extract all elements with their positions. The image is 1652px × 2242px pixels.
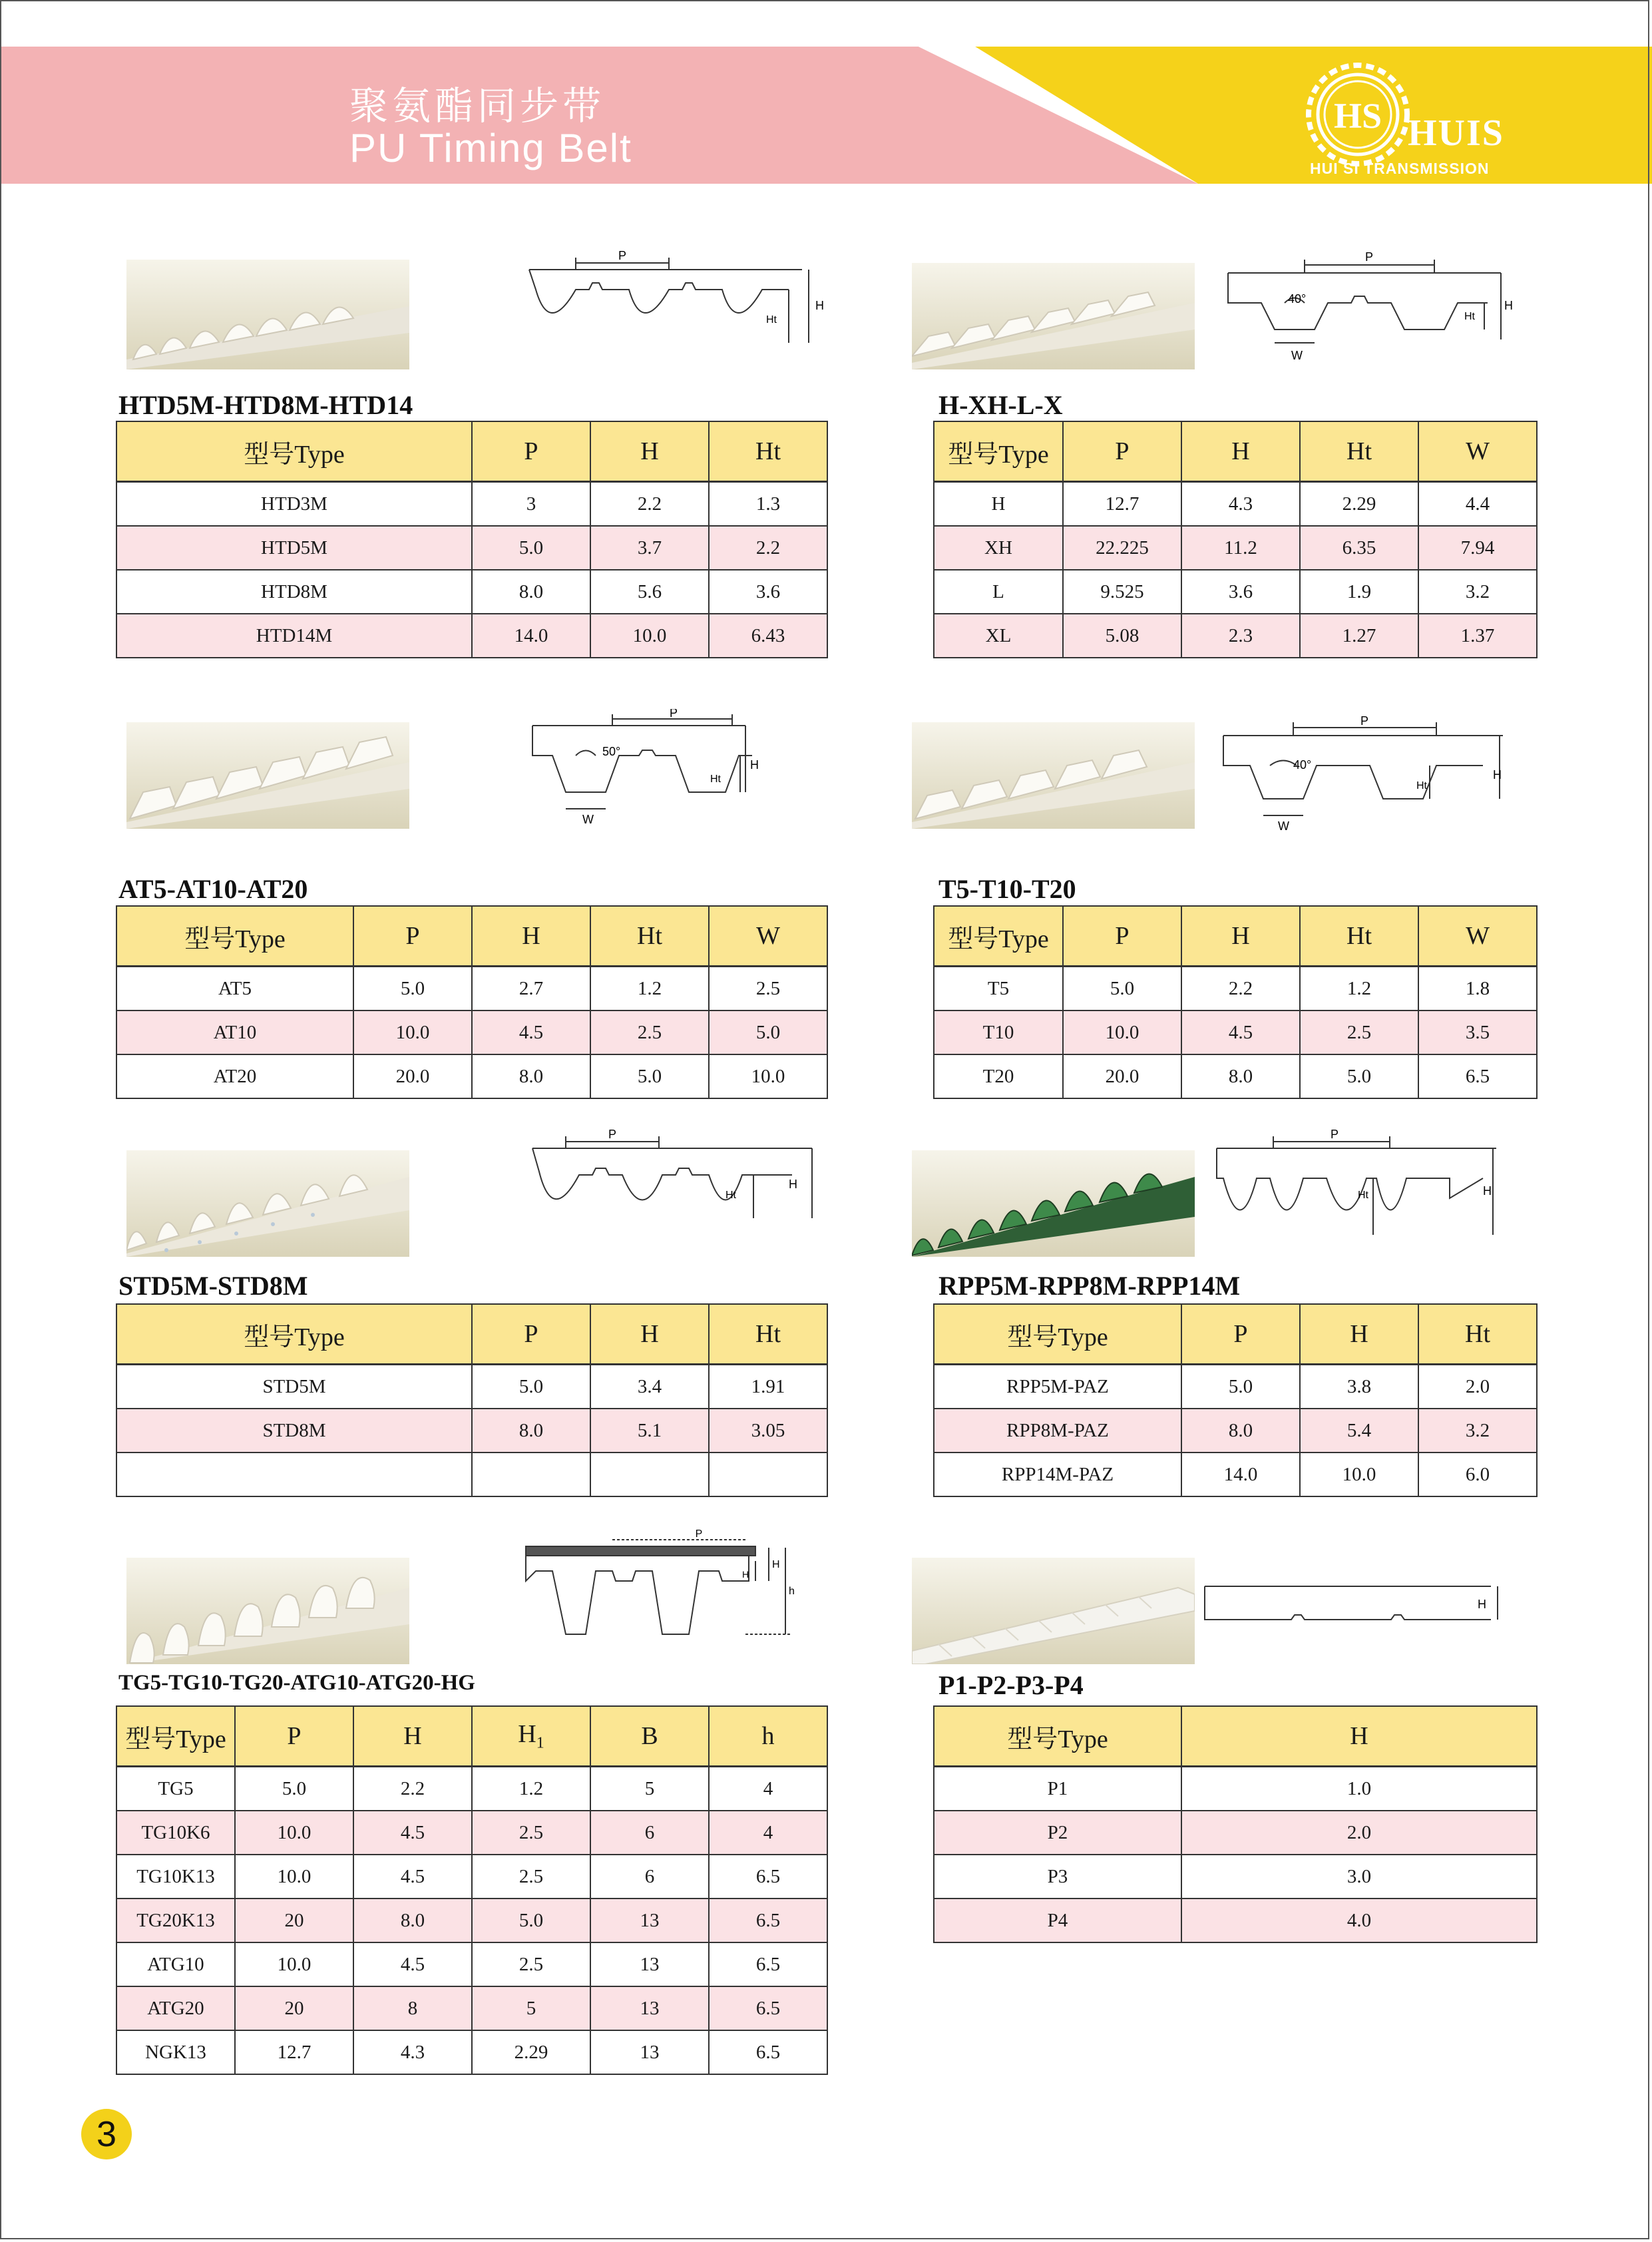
hxl-diagram-angle-label: 40° [1288, 292, 1307, 306]
table-cell: ATG20 [116, 1986, 235, 2030]
p-spec-table [933, 1705, 1538, 1943]
table-cell: 8.0 [353, 1899, 472, 1942]
table-row [934, 1811, 1537, 1855]
table-cell: 14.0 [1181, 1453, 1300, 1496]
tg-spec-table [116, 1705, 828, 2075]
table-cell: 6.43 [709, 614, 827, 658]
table-cell: 2.5 [1300, 1010, 1418, 1054]
table-row [116, 570, 827, 614]
table-row [116, 1811, 827, 1855]
t-diagram-h-label: H [1493, 768, 1502, 782]
hxl-diagram-p-label: P [1364, 250, 1374, 264]
table-cell: AT20 [116, 1054, 353, 1098]
table-cell: 12.7 [1063, 482, 1181, 527]
col-header-ht: Ht [1300, 421, 1418, 482]
table-cell: 4.3 [353, 2030, 472, 2074]
table-cell: 5 [472, 1986, 590, 2030]
htd-belt-photo [126, 260, 409, 369]
table-cell: STD8M [116, 1409, 472, 1453]
table-cell: 6.0 [1418, 1453, 1537, 1496]
table-cell: 2.0 [1181, 1811, 1537, 1855]
std-spec-table [116, 1303, 828, 1497]
table-cell: 20.0 [353, 1054, 472, 1098]
table-cell: 1.0 [1181, 1767, 1537, 1811]
table-cell: 5.0 [353, 967, 472, 1011]
table-cell: P3 [934, 1855, 1181, 1899]
table-row [116, 1767, 827, 1811]
col-header-type: 型号Type [934, 1706, 1181, 1767]
section-title-p: P1-P2-P3-P4 [938, 1670, 1084, 1700]
col-header-w: W [1418, 421, 1537, 482]
table-cell: 3.7 [590, 526, 709, 570]
table-cell: 3.2 [1418, 1409, 1537, 1453]
at-belt-photo [126, 722, 409, 829]
table-cell: 2.7 [472, 967, 590, 1011]
col-header-ht: Ht [1418, 1304, 1537, 1365]
table-cell: 2.5 [472, 1942, 590, 1986]
table-cell: 2.5 [472, 1811, 590, 1855]
table-cell: 11.2 [1181, 526, 1300, 570]
table-row [116, 526, 827, 570]
col-header-type: 型号Type [116, 906, 353, 967]
t-belt-photo [912, 722, 1195, 829]
table-cell: TG10K6 [116, 1811, 235, 1855]
table-header-row [116, 1304, 827, 1365]
p-belt-photo [912, 1558, 1195, 1664]
table-cell: 3.8 [1300, 1365, 1418, 1409]
col-header-p: P [235, 1706, 353, 1767]
table-cell: 10.0 [709, 1054, 827, 1098]
t-diagram-angle-label: 40° [1293, 758, 1312, 772]
table-cell: TG10K13 [116, 1855, 235, 1899]
table-cell: RPP5M-PAZ [934, 1365, 1181, 1409]
section-title-htd: HTD5M-HTD8M-HTD14 [118, 390, 413, 420]
std-diagram-h-label: H [789, 1178, 797, 1191]
section-title-at: AT5-AT10-AT20 [118, 874, 308, 904]
table-cell: 2.5 [709, 967, 827, 1011]
table-row [116, 1942, 827, 1986]
table-row [116, 1986, 827, 2030]
col-header-type: 型号Type [934, 1304, 1181, 1365]
table-cell: 3.5 [1418, 1010, 1537, 1054]
rpp-profile-diagram [1210, 1125, 1516, 1241]
table-cell: STD5M [116, 1365, 472, 1409]
table-cell: 1.8 [1418, 967, 1537, 1011]
table-header-row [934, 906, 1537, 967]
table-cell: AT5 [116, 967, 353, 1011]
table-cell: NGK13 [116, 2030, 235, 2074]
table-header-row [934, 421, 1537, 482]
table-cell: 5 [590, 1767, 709, 1811]
table-row [116, 1054, 827, 1098]
page-title-english: PU Timing Belt [349, 126, 632, 170]
table-cell: 6.35 [1300, 526, 1418, 570]
table-cell: 13 [590, 2030, 709, 2074]
col-header-ht: Ht [709, 1304, 827, 1365]
table-row [934, 1899, 1537, 1942]
table-row [116, 2030, 827, 2074]
table-cell: H [934, 482, 1063, 527]
col-header-h: H [1300, 1304, 1418, 1365]
table-cell: 1.91 [709, 1365, 827, 1409]
table-row [934, 526, 1537, 570]
table-cell: RPP14M-PAZ [934, 1453, 1181, 1496]
hxl-spec-table [933, 421, 1538, 658]
section-title-rpp: RPP5M-RPP8M-RPP14M [938, 1271, 1241, 1301]
table-header-row [934, 1706, 1537, 1767]
table-cell: 1.2 [472, 1767, 590, 1811]
table-row [116, 614, 827, 658]
table-cell: 6 [590, 1855, 709, 1899]
col-header-ht: Ht [1300, 906, 1418, 967]
col-header-h1: $H_1$ [472, 1706, 590, 1767]
table-cell: 4 [709, 1767, 827, 1811]
table-cell: 10.0 [235, 1811, 353, 1855]
table-cell: P2 [934, 1811, 1181, 1855]
table-cell: 6.5 [709, 2030, 827, 2074]
table-cell: 1.3 [709, 482, 827, 527]
table-cell: 8.0 [472, 570, 590, 614]
hxl-belt-photo [912, 263, 1195, 369]
std-diagram-ht-label: Ht [725, 1190, 736, 1201]
table-cell: HTD5M [116, 526, 472, 570]
table-cell: HTD14M [116, 614, 472, 658]
table-cell: 20 [235, 1986, 353, 2030]
table-cell: 4.5 [1181, 1010, 1300, 1054]
at-diagram-w-label: W [582, 813, 594, 825]
col-header-p: P [1181, 1304, 1300, 1365]
brand-name: HUIS [1408, 112, 1504, 154]
htd-diagram-ht-label: Ht [766, 314, 777, 326]
col-header-h: H [1181, 421, 1300, 482]
at-spec-table [116, 905, 828, 1099]
col-header-p: P [1063, 906, 1181, 967]
col-header-type: 型号Type [934, 421, 1063, 482]
t-profile-diagram [1217, 716, 1513, 832]
table-cell: 2.29 [1300, 482, 1418, 527]
table-row [934, 570, 1537, 614]
htd-diagram-p-label: P [618, 250, 627, 262]
table-row [934, 1010, 1537, 1054]
table-cell: T20 [934, 1054, 1063, 1098]
table-row [934, 614, 1537, 658]
table-cell: 4.5 [472, 1010, 590, 1054]
table-cell: 2.29 [472, 2030, 590, 2074]
t-diagram-w-label: W [1278, 819, 1289, 832]
table-cell: 10.0 [235, 1855, 353, 1899]
col-header-ht: Ht [590, 906, 709, 967]
table-row [934, 967, 1537, 1011]
table-cell: 3 [472, 482, 590, 527]
table-cell [709, 1453, 827, 1496]
table-cell: 1.27 [1300, 614, 1418, 658]
htd-spec-table [116, 421, 828, 658]
table-cell: 6 [590, 1811, 709, 1855]
table-row [116, 1365, 827, 1409]
table-cell: P1 [934, 1767, 1181, 1811]
table-cell: 6.5 [709, 1899, 827, 1942]
table-cell: 4.5 [353, 1811, 472, 1855]
tg-profile-diagram [519, 1521, 839, 1641]
table-row [934, 1054, 1537, 1098]
table-row [116, 967, 827, 1011]
col-header-w: W [709, 906, 827, 967]
col-header-h: H [1181, 1706, 1537, 1767]
table-cell: 12.7 [235, 2030, 353, 2074]
table-cell: 5.0 [472, 526, 590, 570]
col-header-h: H [353, 1706, 472, 1767]
table-cell: 3.6 [709, 570, 827, 614]
table-cell: 6.5 [709, 1986, 827, 2030]
table-cell: 5.1 [590, 1409, 709, 1453]
table-header-row [116, 1706, 827, 1767]
col-header-type: 型号Type [116, 421, 472, 482]
table-row [934, 1409, 1537, 1453]
hxl-diagram-h-label: H [1504, 299, 1513, 312]
table-row [934, 1453, 1537, 1496]
at-diagram-h-label: H [750, 758, 759, 772]
table-cell: 8.0 [472, 1054, 590, 1098]
col-header-h: H [590, 421, 709, 482]
table-header-row [116, 906, 827, 967]
col-header-w: W [1418, 906, 1537, 967]
table-row [116, 1855, 827, 1899]
table-cell: 2.5 [590, 1010, 709, 1054]
rpp-spec-table [933, 1303, 1538, 1497]
col-header-h: H [1181, 906, 1300, 967]
col-header-p: P [353, 906, 472, 967]
table-cell: 2.5 [472, 1855, 590, 1899]
table-cell: 6.5 [709, 1855, 827, 1899]
table-cell: 5.6 [590, 570, 709, 614]
table-cell: 6.5 [1418, 1054, 1537, 1098]
table-cell: 8.0 [472, 1409, 590, 1453]
table-cell: 10.0 [1300, 1453, 1418, 1496]
col-header-type: 型号Type [116, 1304, 472, 1365]
std-profile-diagram [526, 1125, 825, 1228]
table-header-row [934, 1304, 1537, 1365]
table-cell: 2.0 [1418, 1365, 1537, 1409]
table-cell: TG20K13 [116, 1899, 235, 1942]
table-cell: P4 [934, 1899, 1181, 1942]
at-diagram-p-label: P [669, 709, 678, 720]
table-cell [116, 1453, 472, 1496]
rpp-diagram-p-label: P [1330, 1128, 1339, 1141]
p-profile-diagram [1198, 1576, 1511, 1630]
tg-belt-photo [126, 1558, 409, 1664]
table-cell: 4.3 [1181, 482, 1300, 527]
table-cell: 2.2 [709, 526, 827, 570]
htd-diagram-h-label: H [815, 299, 824, 312]
table-cell: RPP8M-PAZ [934, 1409, 1181, 1453]
brand-subtitle: HUI SI TRANSMISSION [1310, 160, 1490, 177]
table-cell: XL [934, 614, 1063, 658]
table-cell: HTD8M [116, 570, 472, 614]
col-header-type: 型号Type [934, 906, 1063, 967]
table-row [934, 482, 1537, 527]
rpp-belt-photo [912, 1150, 1195, 1257]
table-cell: 6.5 [709, 1942, 827, 1986]
table-cell: 5.0 [1300, 1054, 1418, 1098]
table-cell: 4 [709, 1811, 827, 1855]
table-cell: 10.0 [590, 614, 709, 658]
table-cell: 14.0 [472, 614, 590, 658]
table-cell: 20 [235, 1899, 353, 1942]
table-cell: 4.4 [1418, 482, 1537, 527]
table-cell: 10.0 [353, 1010, 472, 1054]
col-header-h-small: h [709, 1706, 827, 1767]
at-diagram-ht-label: Ht [710, 774, 721, 785]
table-cell: 1.37 [1418, 614, 1537, 658]
table-cell: 3.6 [1181, 570, 1300, 614]
table-cell: 5.0 [472, 1365, 590, 1409]
table-cell: HTD3M [116, 482, 472, 527]
table-cell: AT10 [116, 1010, 353, 1054]
table-cell: 2.2 [1181, 967, 1300, 1011]
table-cell: 7.94 [1418, 526, 1537, 570]
table-cell: TG5 [116, 1767, 235, 1811]
tg-diagram-h1-label: H [742, 1569, 749, 1580]
table-cell: ATG10 [116, 1942, 235, 1986]
table-cell: 5.0 [590, 1054, 709, 1098]
col-header-p: P [472, 421, 590, 482]
table-header-row [116, 421, 827, 482]
table-cell: 8.0 [1181, 1054, 1300, 1098]
table-cell: 4.5 [353, 1942, 472, 1986]
table-row [934, 1365, 1537, 1409]
p-diagram-h-label: H [1478, 1598, 1486, 1611]
t-diagram-ht-label: Ht [1416, 780, 1427, 791]
t-spec-table [933, 905, 1538, 1099]
section-title-hxl: H-XH-L-X [938, 390, 1063, 420]
at-diagram-angle-label: 50° [602, 745, 621, 758]
table-cell: 5.0 [472, 1899, 590, 1942]
table-cell: 8.0 [1181, 1409, 1300, 1453]
table-cell: XH [934, 526, 1063, 570]
table-cell: T5 [934, 967, 1063, 1011]
table-cell: 8 [353, 1986, 472, 2030]
tg-diagram-h-label: H [772, 1559, 780, 1570]
page-title-chinese: 聚氨酯同步带 [349, 83, 606, 128]
table-cell: 22.225 [1063, 526, 1181, 570]
table-cell: 5.0 [1063, 967, 1181, 1011]
section-title-tg: TG5-TG10-TG20-ATG10-ATG20-HG [118, 1671, 475, 1695]
table-cell: 13 [590, 1942, 709, 1986]
table-cell: 3.05 [709, 1409, 827, 1453]
at-profile-diagram [526, 709, 815, 825]
table-cell: 4.5 [353, 1855, 472, 1899]
table-cell [472, 1453, 590, 1496]
table-row [934, 1855, 1537, 1899]
table-row [116, 482, 827, 527]
table-row [116, 1409, 827, 1453]
rpp-diagram-ht-label: Ht [1358, 1190, 1368, 1201]
table-cell: 2.2 [353, 1767, 472, 1811]
t-diagram-p-label: P [1360, 716, 1369, 728]
col-header-h: H [590, 1304, 709, 1365]
table-cell: 5.0 [1181, 1365, 1300, 1409]
table-cell: 9.525 [1063, 570, 1181, 614]
table-cell: 13 [590, 1899, 709, 1942]
table-row [934, 1767, 1537, 1811]
table-cell: L [934, 570, 1063, 614]
table-cell: 5.08 [1063, 614, 1181, 658]
table-cell: 2.3 [1181, 614, 1300, 658]
table-cell: 1.2 [590, 967, 709, 1011]
table-cell: 5.0 [709, 1010, 827, 1054]
table-cell: 3.4 [590, 1365, 709, 1409]
col-header-ht: Ht [709, 421, 827, 482]
col-header-p: P [1063, 421, 1181, 482]
table-row [116, 1453, 827, 1496]
hxl-profile-diagram [1221, 246, 1514, 363]
hxl-diagram-ht-label: Ht [1464, 311, 1475, 322]
rpp-diagram-h-label: H [1483, 1184, 1492, 1198]
table-cell: 4.0 [1181, 1899, 1537, 1942]
table-cell: 5.0 [235, 1767, 353, 1811]
table-cell: 2.2 [590, 482, 709, 527]
table-cell: 20.0 [1063, 1054, 1181, 1098]
table-cell: 3.0 [1181, 1855, 1537, 1899]
tg-diagram-p-label: P [695, 1528, 703, 1540]
table-cell: T10 [934, 1010, 1063, 1054]
table-cell: 13 [590, 1986, 709, 2030]
table-row [116, 1899, 827, 1942]
table-cell: 5.4 [1300, 1409, 1418, 1453]
std-belt-photo [126, 1150, 409, 1257]
huis-logo-icon [1305, 61, 1411, 168]
table-cell: 1.9 [1300, 570, 1418, 614]
tg-diagram-h-small-label: h [789, 1586, 795, 1597]
std-diagram-p-label: P [608, 1128, 617, 1141]
col-header-h: H [472, 906, 590, 967]
table-cell: 10.0 [235, 1942, 353, 1986]
col-header-b: B [590, 1706, 709, 1767]
htd-profile-diagram [522, 250, 832, 349]
col-header-type: 型号Type [116, 1706, 235, 1767]
table-cell [590, 1453, 709, 1496]
col-header-p: P [472, 1304, 590, 1365]
table-cell: 3.2 [1418, 570, 1537, 614]
hxl-diagram-w-label: W [1291, 349, 1303, 362]
section-title-t: T5-T10-T20 [938, 874, 1076, 904]
section-title-std: STD5M-STD8M [118, 1271, 308, 1301]
table-row [116, 1010, 827, 1054]
table-cell: 1.2 [1300, 967, 1418, 1011]
table-cell: 10.0 [1063, 1010, 1181, 1054]
page-number-badge: 3 [81, 2109, 132, 2159]
logo-letters: HS [1333, 96, 1382, 136]
